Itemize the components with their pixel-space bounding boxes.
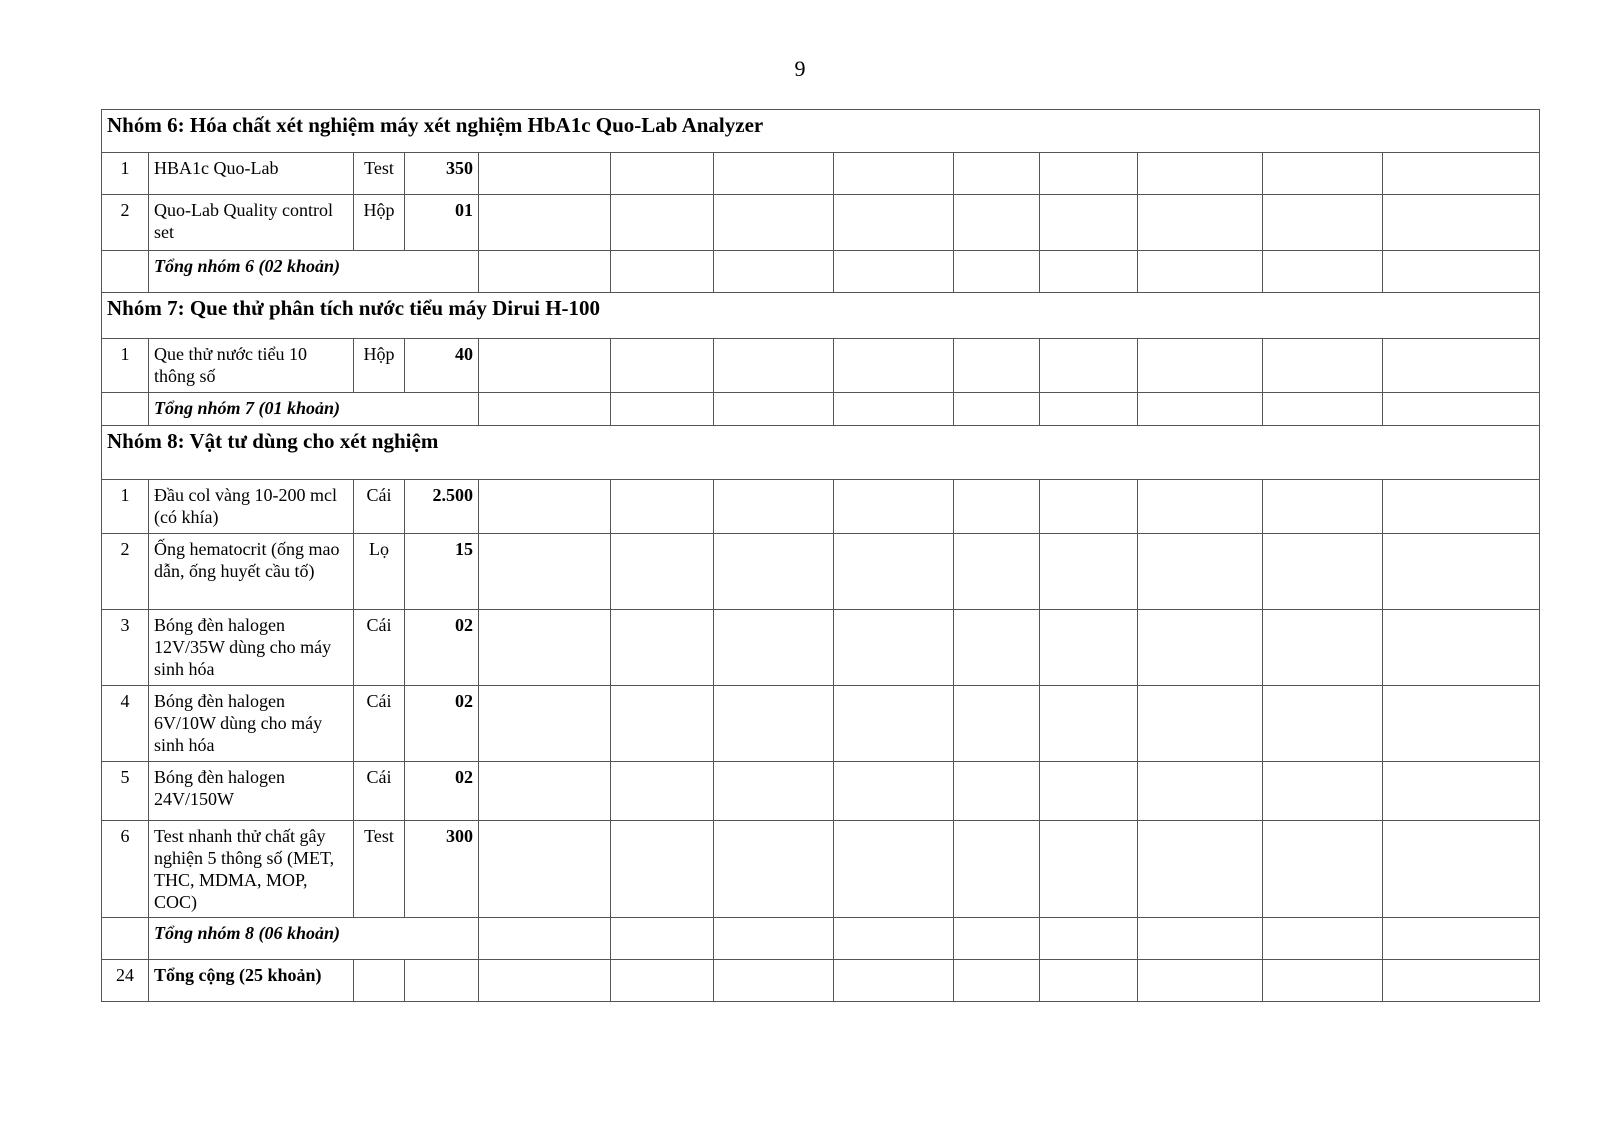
empty-cell bbox=[611, 534, 714, 610]
empty-cell bbox=[1263, 534, 1383, 610]
empty-cell bbox=[479, 339, 611, 393]
empty-cell bbox=[714, 918, 834, 960]
empty-cell bbox=[1263, 610, 1383, 686]
empty-cell bbox=[714, 153, 834, 195]
empty-cell bbox=[1383, 480, 1540, 534]
empty-cell bbox=[1138, 393, 1263, 426]
empty-cell bbox=[1383, 195, 1540, 251]
item-unit: Hộp bbox=[354, 339, 405, 393]
empty-cell bbox=[611, 610, 714, 686]
empty-cell bbox=[1138, 195, 1263, 251]
empty-cell bbox=[1263, 195, 1383, 251]
empty-cell bbox=[479, 153, 611, 195]
subtotal-label: Tổng nhóm 6 (02 khoản) bbox=[149, 251, 479, 293]
table-row bbox=[102, 195, 1540, 251]
item-quantity: 02 bbox=[405, 686, 479, 762]
empty-cell bbox=[834, 918, 954, 960]
subtotal-number bbox=[102, 251, 149, 293]
item-name: Ống hematocrit (ống mao dẫn, ống huyết cầu tố) bbox=[149, 534, 354, 610]
empty-cell bbox=[1383, 153, 1540, 195]
empty-cell bbox=[1040, 821, 1138, 918]
empty-cell bbox=[1383, 339, 1540, 393]
empty-cell bbox=[354, 960, 405, 1002]
group-header-row bbox=[102, 293, 1540, 339]
item-number: 4 bbox=[102, 686, 149, 762]
empty-cell bbox=[834, 393, 954, 426]
empty-cell bbox=[611, 762, 714, 821]
empty-cell bbox=[714, 195, 834, 251]
table-row bbox=[102, 686, 1540, 762]
item-name: Bóng đèn halogen 6V/10W dùng cho máy sinh hóa bbox=[149, 686, 354, 762]
item-name: Bóng đèn halogen 12V/35W dùng cho máy sinh hóa bbox=[149, 610, 354, 686]
empty-cell bbox=[714, 610, 834, 686]
subtotal-label: Tổng nhóm 8 (06 khoản) bbox=[149, 918, 479, 960]
empty-cell bbox=[1040, 762, 1138, 821]
item-quantity: 02 bbox=[405, 762, 479, 821]
item-number: 2 bbox=[102, 195, 149, 251]
empty-cell bbox=[479, 686, 611, 762]
empty-cell bbox=[954, 610, 1040, 686]
empty-cell bbox=[714, 393, 834, 426]
empty-cell bbox=[611, 480, 714, 534]
empty-cell bbox=[1263, 251, 1383, 293]
empty-cell bbox=[1040, 686, 1138, 762]
group-header-row bbox=[102, 426, 1540, 480]
item-unit: Test bbox=[354, 153, 405, 195]
empty-cell bbox=[479, 960, 611, 1002]
empty-cell bbox=[954, 821, 1040, 918]
empty-cell bbox=[954, 251, 1040, 293]
empty-cell bbox=[1263, 821, 1383, 918]
empty-cell bbox=[1040, 195, 1138, 251]
empty-cell bbox=[714, 686, 834, 762]
empty-cell bbox=[1138, 153, 1263, 195]
empty-cell bbox=[1383, 821, 1540, 918]
item-quantity: 15 bbox=[405, 534, 479, 610]
table-row bbox=[102, 480, 1540, 534]
item-unit: Lọ bbox=[354, 534, 405, 610]
empty-cell bbox=[611, 393, 714, 426]
empty-cell bbox=[714, 251, 834, 293]
empty-cell bbox=[1138, 918, 1263, 960]
table-row bbox=[102, 339, 1540, 393]
table-body bbox=[102, 110, 1540, 1002]
empty-cell bbox=[1383, 762, 1540, 821]
empty-cell bbox=[611, 339, 714, 393]
empty-cell bbox=[479, 762, 611, 821]
empty-cell bbox=[834, 821, 954, 918]
item-number: 1 bbox=[102, 480, 149, 534]
empty-cell bbox=[714, 480, 834, 534]
empty-cell bbox=[954, 762, 1040, 821]
empty-cell bbox=[479, 610, 611, 686]
empty-cell bbox=[1263, 960, 1383, 1002]
group-title: Nhóm 8: Vật tư dùng cho xét nghiệm bbox=[102, 426, 1540, 480]
empty-cell bbox=[1263, 918, 1383, 960]
empty-cell bbox=[954, 153, 1040, 195]
empty-cell bbox=[1383, 960, 1540, 1002]
grand-total-number: 24 bbox=[102, 960, 149, 1002]
empty-cell bbox=[1383, 534, 1540, 610]
empty-cell bbox=[954, 686, 1040, 762]
empty-cell bbox=[479, 195, 611, 251]
subtotal-row bbox=[102, 918, 1540, 960]
empty-cell bbox=[1040, 610, 1138, 686]
empty-cell bbox=[1138, 339, 1263, 393]
item-quantity: 02 bbox=[405, 610, 479, 686]
empty-cell bbox=[1263, 480, 1383, 534]
empty-cell bbox=[834, 534, 954, 610]
item-quantity: 300 bbox=[405, 821, 479, 918]
empty-cell bbox=[714, 534, 834, 610]
empty-cell bbox=[1263, 686, 1383, 762]
item-unit: Cái bbox=[354, 762, 405, 821]
empty-cell bbox=[834, 153, 954, 195]
empty-cell bbox=[611, 821, 714, 918]
empty-cell bbox=[479, 480, 611, 534]
empty-cell bbox=[611, 960, 714, 1002]
item-name: Quo-Lab Quality control set bbox=[149, 195, 354, 251]
group-title: Nhóm 7: Que thử phân tích nước tiểu máy Dirui H-100 bbox=[102, 293, 1540, 339]
empty-cell bbox=[1383, 686, 1540, 762]
item-unit: Cái bbox=[354, 480, 405, 534]
empty-cell bbox=[834, 686, 954, 762]
group-header-row bbox=[102, 110, 1540, 153]
empty-cell bbox=[834, 339, 954, 393]
item-unit: Cái bbox=[354, 686, 405, 762]
empty-cell bbox=[1263, 153, 1383, 195]
empty-cell bbox=[834, 762, 954, 821]
empty-cell bbox=[1040, 339, 1138, 393]
subtotal-number bbox=[102, 393, 149, 426]
item-quantity: 350 bbox=[405, 153, 479, 195]
group-title: Nhóm 6: Hóa chất xét nghiệm máy xét nghiệm HbA1c Quo-Lab Analyzer bbox=[102, 110, 1540, 153]
item-number: 1 bbox=[102, 339, 149, 393]
grand-total-row bbox=[102, 960, 1540, 1002]
empty-cell bbox=[1383, 251, 1540, 293]
empty-cell bbox=[1263, 393, 1383, 426]
subtotal-number bbox=[102, 918, 149, 960]
empty-cell bbox=[1263, 339, 1383, 393]
empty-cell bbox=[1040, 918, 1138, 960]
empty-cell bbox=[1138, 251, 1263, 293]
table-row bbox=[102, 762, 1540, 821]
items-table bbox=[101, 109, 1540, 1002]
empty-cell bbox=[954, 480, 1040, 534]
empty-cell bbox=[479, 534, 611, 610]
item-name: HBA1c Quo-Lab bbox=[149, 153, 354, 195]
table-row bbox=[102, 534, 1540, 610]
empty-cell bbox=[611, 195, 714, 251]
empty-cell bbox=[1383, 610, 1540, 686]
empty-cell bbox=[1138, 762, 1263, 821]
empty-cell bbox=[1383, 393, 1540, 426]
empty-cell bbox=[611, 686, 714, 762]
empty-cell bbox=[479, 821, 611, 918]
empty-cell bbox=[479, 251, 611, 293]
empty-cell bbox=[1040, 393, 1138, 426]
empty-cell bbox=[714, 960, 834, 1002]
empty-cell bbox=[1263, 762, 1383, 821]
empty-cell bbox=[714, 339, 834, 393]
item-quantity: 40 bbox=[405, 339, 479, 393]
item-name: Test nhanh thử chất gây nghiện 5 thông số (MET, THC, MDMA, MOP, COC) bbox=[149, 821, 354, 918]
empty-cell bbox=[1138, 480, 1263, 534]
empty-cell bbox=[954, 960, 1040, 1002]
empty-cell bbox=[1383, 918, 1540, 960]
item-unit: Test bbox=[354, 821, 405, 918]
item-number: 1 bbox=[102, 153, 149, 195]
empty-cell bbox=[1138, 686, 1263, 762]
empty-cell bbox=[479, 918, 611, 960]
empty-cell bbox=[714, 821, 834, 918]
empty-cell bbox=[834, 251, 954, 293]
empty-cell bbox=[954, 195, 1040, 251]
subtotal-label: Tổng nhóm 7 (01 khoản) bbox=[149, 393, 479, 426]
item-quantity: 2.500 bbox=[405, 480, 479, 534]
empty-cell bbox=[1040, 251, 1138, 293]
empty-cell bbox=[1040, 480, 1138, 534]
item-quantity: 01 bbox=[405, 195, 479, 251]
item-number: 5 bbox=[102, 762, 149, 821]
page-number: 9 bbox=[794, 56, 806, 81]
empty-cell bbox=[1040, 153, 1138, 195]
subtotal-row bbox=[102, 251, 1540, 293]
empty-cell bbox=[479, 393, 611, 426]
table-row bbox=[102, 153, 1540, 195]
item-unit: Cái bbox=[354, 610, 405, 686]
empty-cell bbox=[834, 960, 954, 1002]
item-number: 3 bbox=[102, 610, 149, 686]
empty-cell bbox=[954, 393, 1040, 426]
empty-cell bbox=[611, 251, 714, 293]
item-number: 6 bbox=[102, 821, 149, 918]
empty-cell bbox=[954, 918, 1040, 960]
empty-cell bbox=[1040, 534, 1138, 610]
empty-cell bbox=[611, 918, 714, 960]
empty-cell bbox=[954, 534, 1040, 610]
table-row bbox=[102, 821, 1540, 918]
empty-cell bbox=[611, 153, 714, 195]
empty-cell bbox=[834, 195, 954, 251]
subtotal-row bbox=[102, 393, 1540, 426]
empty-cell bbox=[1138, 610, 1263, 686]
item-name: Que thử nước tiểu 10 thông số bbox=[149, 339, 354, 393]
empty-cell bbox=[1138, 821, 1263, 918]
empty-cell bbox=[834, 610, 954, 686]
item-unit: Hộp bbox=[354, 195, 405, 251]
empty-cell bbox=[714, 762, 834, 821]
item-name: Đầu col vàng 10-200 mcl (có khía) bbox=[149, 480, 354, 534]
empty-cell bbox=[954, 339, 1040, 393]
table-row bbox=[102, 610, 1540, 686]
empty-cell bbox=[1138, 534, 1263, 610]
empty-cell bbox=[1040, 960, 1138, 1002]
grand-total-label: Tổng cộng (25 khoản) bbox=[149, 960, 354, 1002]
item-name: Bóng đèn halogen 24V/150W bbox=[149, 762, 354, 821]
empty-cell bbox=[834, 480, 954, 534]
empty-cell bbox=[405, 960, 479, 1002]
empty-cell bbox=[1138, 960, 1263, 1002]
item-number: 2 bbox=[102, 534, 149, 610]
